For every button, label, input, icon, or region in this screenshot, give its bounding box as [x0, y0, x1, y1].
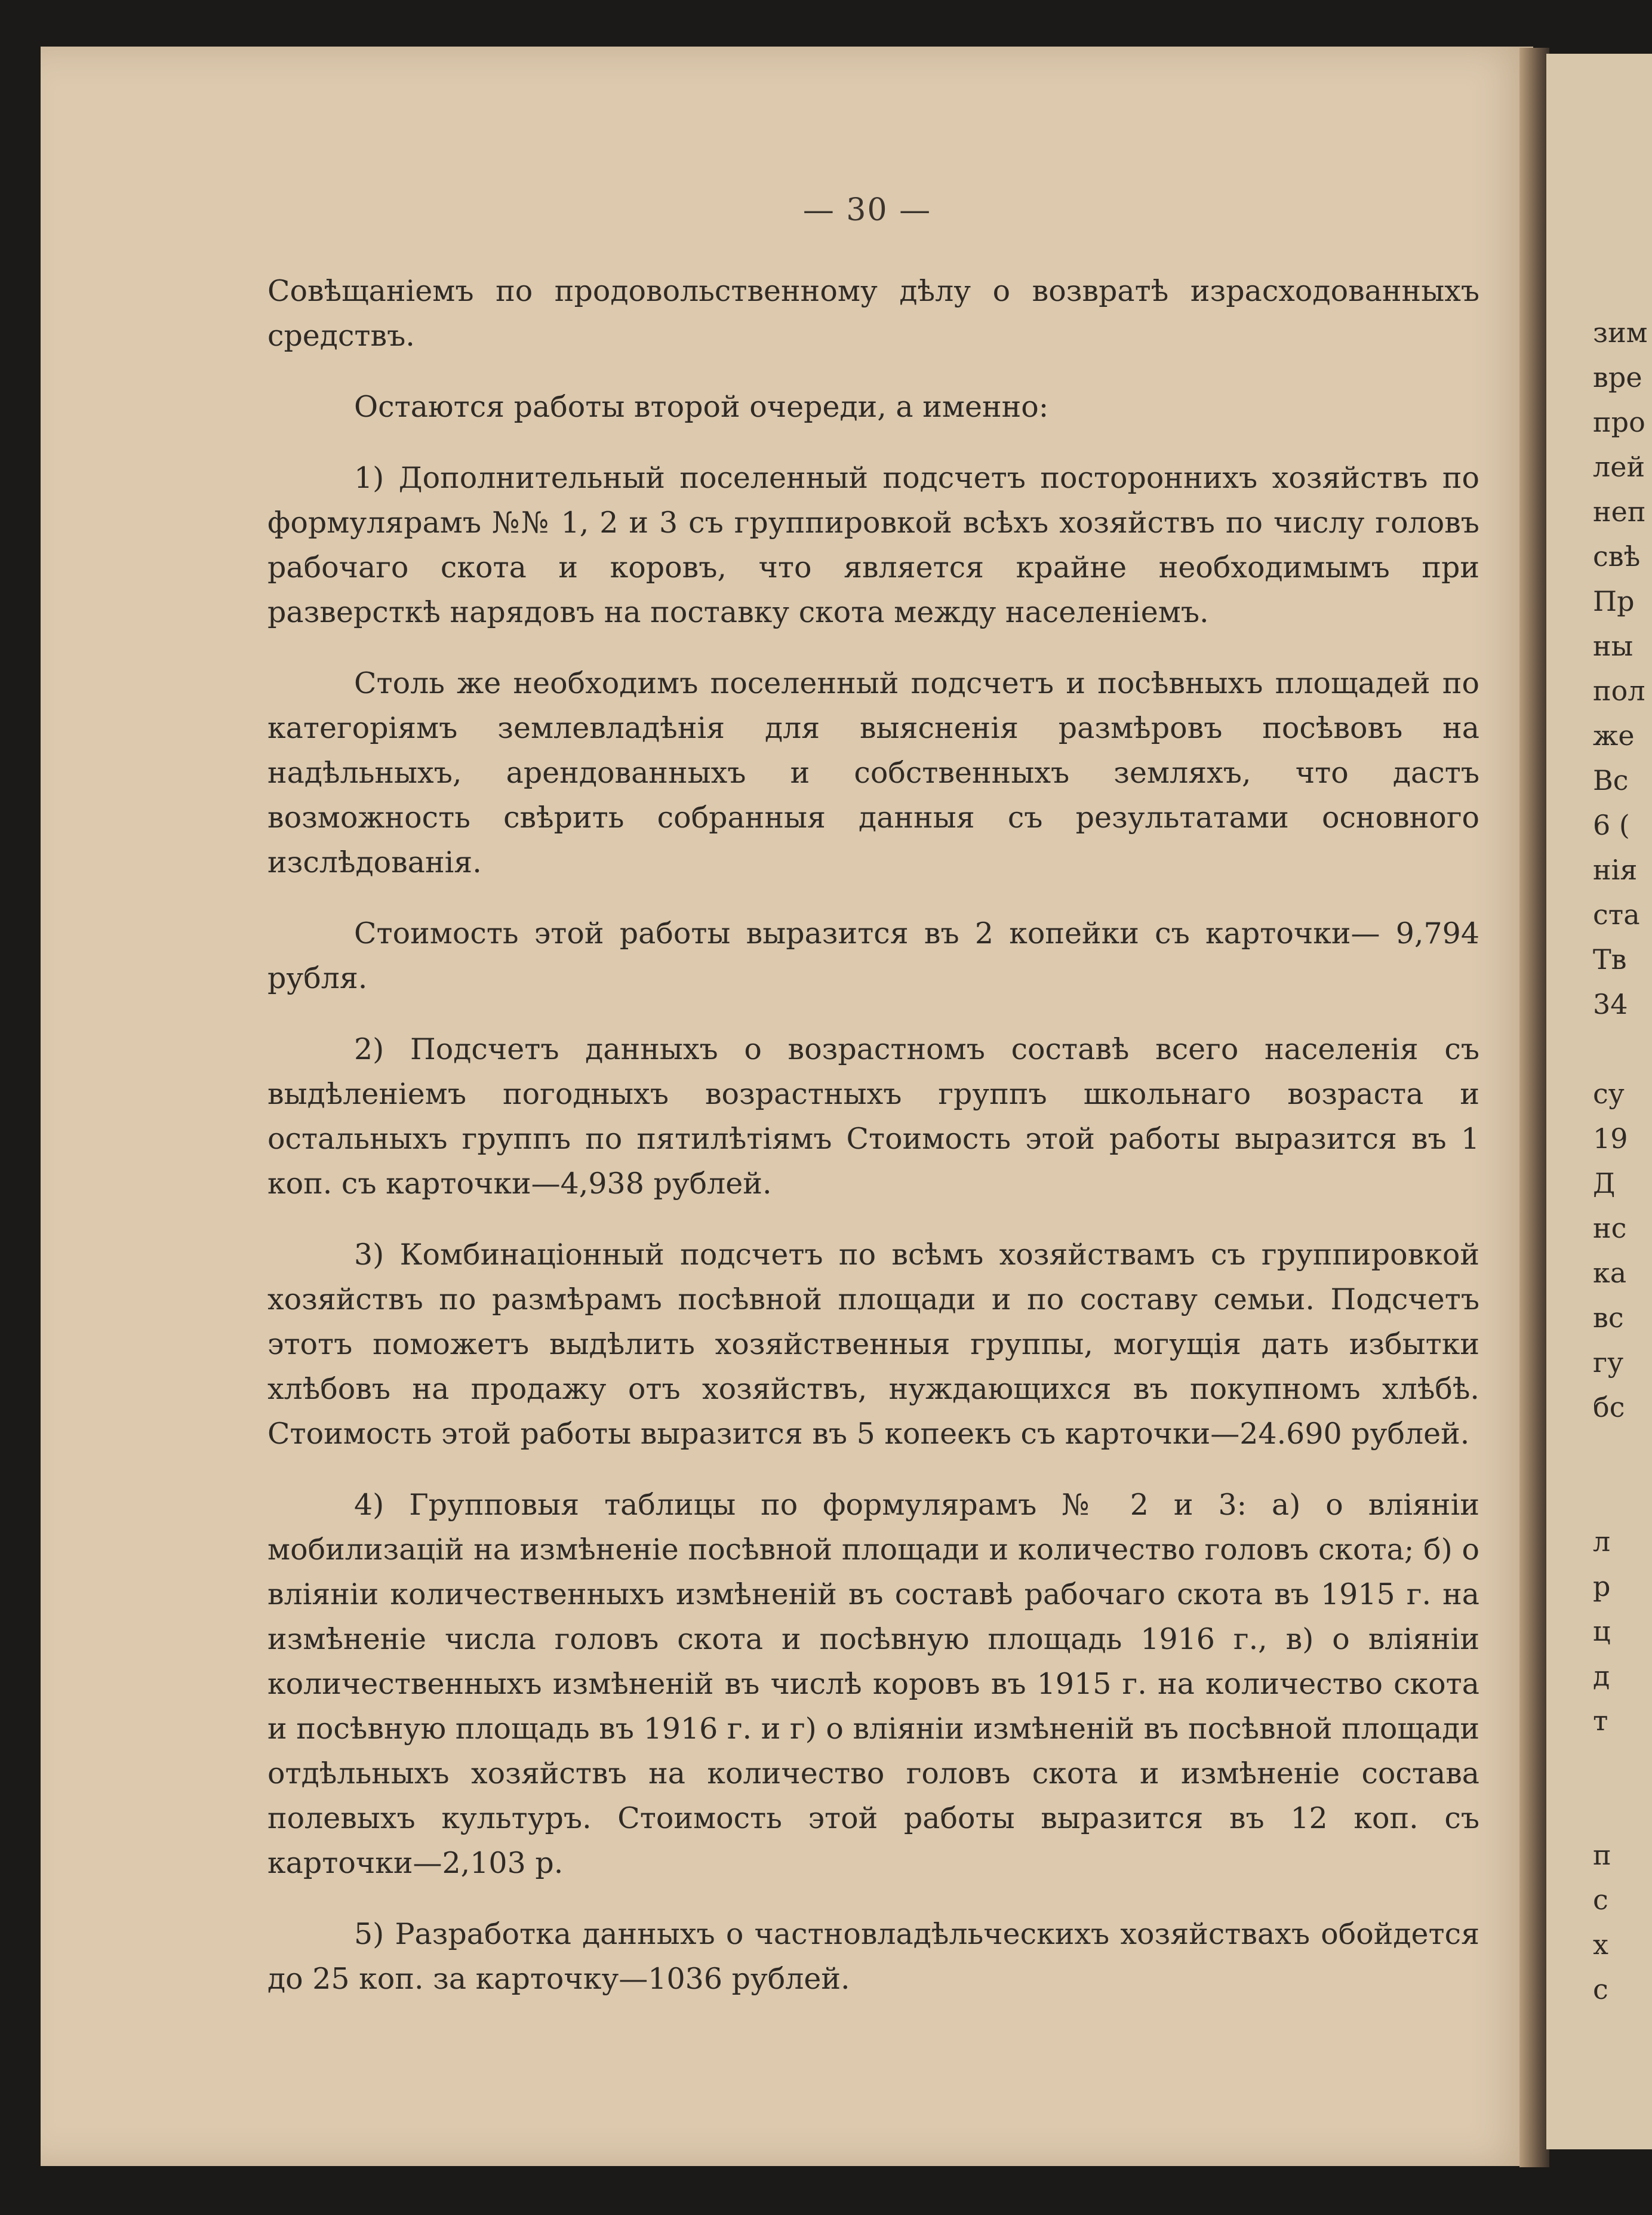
right-page-line: Д	[1593, 1167, 1616, 1199]
right-page-line: вре	[1593, 361, 1642, 393]
right-page-line: нс	[1593, 1212, 1627, 1244]
right-page-line: же	[1593, 719, 1635, 752]
right-page-line: Вс	[1593, 764, 1629, 796]
right-page-line: ны	[1593, 630, 1633, 662]
right-page-lines	[1593, 310, 1648, 2012]
page-body	[267, 269, 1479, 2028]
right-page-line: зим	[1593, 316, 1648, 349]
right-page-line	[1593, 1027, 1648, 1072]
page-number: — 30 —	[802, 192, 932, 228]
right-page-line: р	[1593, 1570, 1611, 1602]
paragraph-item-2: 2) Подсчетъ данныхъ о возрастномъ составѣ всего населенія съ выдѣленіемъ погодныхъ возрастныхъ группъ школьнаго возраста и остальныхъ группъ по пятилѣтіямъ Стоимость этой работы выразится въ 1 коп. съ карточки—4,938 рублей.	[267, 1032, 1479, 1201]
right-page-line: вс	[1593, 1302, 1624, 1334]
right-page-line: про	[1593, 406, 1645, 438]
right-page-line: х	[1593, 1928, 1608, 1961]
right-page-line: п	[1593, 1839, 1611, 1871]
right-page-line: пол	[1593, 675, 1645, 707]
right-page-line: неп	[1593, 496, 1646, 528]
right-page-line: с	[1593, 1973, 1608, 2005]
right-page-line: ц	[1593, 1615, 1611, 1647]
book-gutter	[1519, 48, 1549, 2167]
right-page-line: бс	[1593, 1391, 1625, 1423]
paragraph-cost-1: Стоимость этой работы выразится въ 2 копейки съ карточки— 9,794 рубля.	[267, 916, 1479, 995]
paragraph-sown-area: Столь же необходимъ поселенный подсчетъ и посѣвныхъ площадей по категоріямъ землевладѣнія для выясненія размѣровъ посѣвовъ на надѣльныхъ, арендованныхъ и собственныхъ земляхъ, что дастъ возможность свѣрить собранныя данныя съ результатами основного изслѣдованія.	[267, 666, 1479, 879]
right-page-line: ста	[1593, 899, 1640, 931]
right-page-line	[1593, 1430, 1648, 1475]
right-page-line: су	[1593, 1078, 1625, 1110]
paragraph-intro: Остаются работы второй очереди, а именно:	[354, 390, 1049, 424]
right-page-line: 34	[1593, 988, 1628, 1020]
right-page-line: гу	[1593, 1346, 1624, 1379]
paragraph-item-3: 3) Комбинаціонный подсчетъ по всѣмъ хозяйствамъ съ группировкой хозяйствъ по размѣрамъ посѣвной площади и по составу семьи. Подсчетъ этотъ поможетъ выдѣлить хозяйственныя группы, могущія дать избытки хлѣбовъ на продажу отъ хозяйствъ, нуждающихся въ покупномъ хлѣбѣ. Стоимость этой работы выразится въ 5 копеекъ съ карточки—24.690 рублей.	[267, 1238, 1479, 1451]
right-page-line: 19	[1593, 1122, 1628, 1155]
right-page-line	[1593, 1743, 1648, 1788]
right-page-fragment	[1546, 54, 1652, 2149]
right-page-line: свѣ	[1593, 540, 1641, 573]
right-page-line	[1593, 1788, 1648, 1833]
right-page-line: д	[1593, 1660, 1610, 1692]
right-page-line: Пр	[1593, 585, 1635, 617]
right-page-line: ка	[1593, 1257, 1627, 1289]
right-page-line: л	[1593, 1525, 1611, 1558]
right-page-line: лей	[1593, 451, 1645, 483]
right-page-line: 6 (	[1593, 809, 1630, 841]
right-page-line: с	[1593, 1884, 1608, 1916]
right-page-line	[1593, 1475, 1648, 1519]
paragraph-item-5: 5) Разработка данныхъ о частновладѣльческихъ хозяйствахъ обойдется до 25 коп. за карточку—1036 рублей.	[267, 1917, 1479, 1996]
paragraph-item-1: 1) Дополнительный поселенный подсчетъ постороннихъ хозяйствъ по формулярамъ №№ 1, 2 и 3 съ группировкой всѣхъ хозяйствъ по числу головъ рабочаго скота и коровъ, что является крайне необходимымъ при разверсткѣ нарядовъ на поставку скота между населеніемъ.	[267, 461, 1479, 629]
paragraph-continuation: Совѣщаніемъ по продовольственному дѣлу о возвратѣ израсходованныхъ средствъ.	[267, 274, 1479, 353]
right-page-line: нія	[1593, 854, 1638, 886]
right-page-line: т	[1593, 1705, 1608, 1737]
right-page-line: Тв	[1593, 943, 1627, 976]
paragraph-item-4: 4) Групповыя таблицы по формулярамъ № 2 и 3: а) о вліяніи мобилизацій на измѣненіе посѣвной площади и количество головъ скота; б) о вліяніи количественныхъ измѣненій въ составѣ рабочаго скота въ 1915 г. на измѣненіе числа головъ скота и посѣвную площадь 1916 г., в) о вліяніи количественныхъ измѣненій въ числѣ коровъ въ 1915 г. на количество скота и посѣвную площадь въ 1916 г. и г) о вліяніи измѣненій въ посѣвной площади отдѣльныхъ хозяйствъ на количество головъ скота и измѣненіе состава полевыхъ культуръ. Стоимость этой работы выразится въ 12 коп. съ карточки—2,103 р.	[267, 1488, 1479, 1880]
